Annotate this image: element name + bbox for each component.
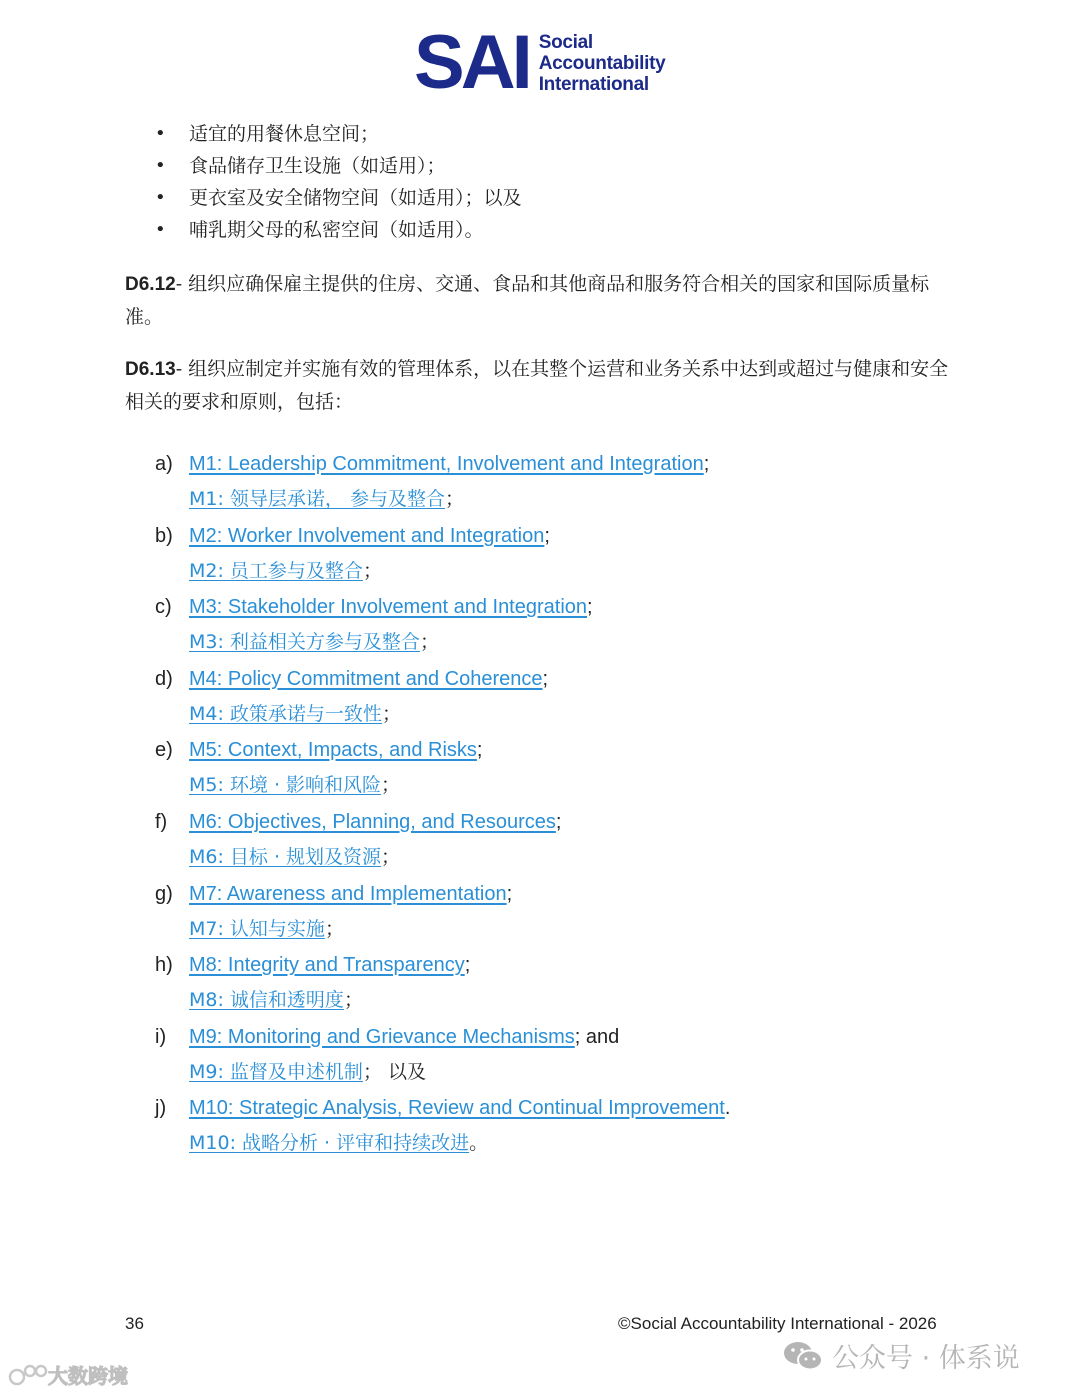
item-letter: g) xyxy=(155,882,173,905)
bullet-icon: • xyxy=(155,123,166,144)
clause-code: D6.12 xyxy=(125,274,176,295)
item-letter: f) xyxy=(155,810,168,833)
bullet-item xyxy=(155,150,522,182)
bullet-text: 适宜的用餐休息空间； xyxy=(189,123,380,145)
item-punct: . xyxy=(724,1097,731,1120)
module-link-zh[interactable]: M4: 政策承诺与一致性 xyxy=(189,702,382,725)
item-punct: ; xyxy=(587,596,593,619)
watermark-right-text: 公众号 · 体系说 xyxy=(832,1343,1020,1374)
item-letter: d) xyxy=(155,667,173,690)
bullet-text: 更衣室及安全储物空间（如适用）；以及 xyxy=(189,187,522,209)
logo-line-2: Accountability xyxy=(538,52,666,74)
logo-mark: SAI xyxy=(414,20,529,105)
logo-line-3: International xyxy=(538,73,649,95)
module-link-zh[interactable]: M10: 战略分析 · 评审和持续改进 xyxy=(189,1132,470,1155)
item-punct: ； xyxy=(362,559,382,582)
module-link-en[interactable]: M4: Policy Commitment and Coherence xyxy=(189,667,543,690)
bullet-item xyxy=(155,118,522,150)
logo-line-1: Social xyxy=(538,31,593,53)
item-letter: e) xyxy=(155,739,173,762)
module-link-en[interactable]: M8: Integrity and Transparency xyxy=(189,954,465,977)
item-punct: ; xyxy=(555,810,562,833)
wechat-icon xyxy=(782,1338,824,1374)
facility-bullet-list xyxy=(155,118,522,246)
module-link-en[interactable]: M9: Monitoring and Grievance Mechanisms xyxy=(189,1025,575,1048)
module-link-en[interactable]: M6: Objectives, Planning, and Resources xyxy=(189,810,556,833)
clause-text: - 组织应制定并实施有效的管理体系，以在其整个运营和业务关系中达到或超过与健康和安全相关的要求和原则，包括： xyxy=(125,358,949,413)
logo-wordmark xyxy=(539,32,666,95)
bullet-icon: • xyxy=(155,219,166,240)
bullet-icon: • xyxy=(155,155,166,176)
watermark-left xyxy=(8,1360,128,1389)
sai-logo xyxy=(414,20,666,105)
item-punct: ； xyxy=(324,917,344,940)
item-letter: h) xyxy=(155,954,173,977)
module-link-zh[interactable]: M1: 领导层承诺， 参与及整合 xyxy=(189,488,445,510)
item-punct: ； xyxy=(381,845,401,868)
item-letter: c) xyxy=(155,596,172,619)
item-letter: j) xyxy=(155,1097,167,1120)
item-letter: a) xyxy=(155,453,173,475)
bullet-text: 食品储存卫生设施（如适用）； xyxy=(189,155,446,177)
item-punct: ; xyxy=(476,739,483,762)
bullet-text: 哺乳期父母的私密空间（如适用）。 xyxy=(189,219,484,241)
module-link-zh[interactable]: M2: 员工参与及整合 xyxy=(189,559,363,582)
item-punct: ； xyxy=(381,774,401,797)
footer-copyright: ©Social Accountability International - 2026 xyxy=(618,1314,937,1333)
watermark-right xyxy=(782,1336,1020,1375)
module-link-zh[interactable]: M7: 认知与实施 xyxy=(189,917,325,940)
bullet-icon: • xyxy=(155,187,166,208)
item-punct: ； xyxy=(419,631,439,654)
item-punct: ; xyxy=(703,453,710,475)
clause-d613 xyxy=(125,353,955,418)
item-punct: ; xyxy=(506,882,513,905)
bullet-item xyxy=(155,182,522,214)
clause-code: D6.13 xyxy=(125,359,176,380)
item-punct: ; xyxy=(464,954,471,977)
module-link-en[interactable]: M7: Awareness and Implementation xyxy=(189,882,507,905)
item-letter: i) xyxy=(155,1025,167,1048)
watermark-left-text: 大数跨境 xyxy=(48,1364,128,1388)
module-link-en[interactable]: M3: Stakeholder Involvement and Integration xyxy=(189,596,588,619)
item-punct: ; xyxy=(544,524,550,547)
item-punct: ； xyxy=(444,488,464,510)
item-punct: ； xyxy=(343,989,363,1012)
bullet-item xyxy=(155,214,522,246)
module-link-zh[interactable]: M9: 监督及申述机制 xyxy=(189,1060,363,1083)
item-letter: b) xyxy=(155,524,173,547)
module-link-zh[interactable]: M8: 诚信和透明度 xyxy=(189,989,344,1012)
item-punct: ; xyxy=(542,667,549,690)
item-punct: 。 xyxy=(469,1132,489,1155)
module-link-en[interactable]: M1: Leadership Commitment, Involvement and Integration xyxy=(189,453,704,475)
item-punct: ; and xyxy=(574,1025,620,1048)
module-link-zh[interactable]: M3: 利益相关方参与及整合 xyxy=(189,631,420,654)
clause-text: - 组织应确保雇主提供的住房、交通、食品和其他商品和服务符合相关的国家和国际质量标准。 xyxy=(125,273,930,328)
watermark-logo-icon xyxy=(8,1362,48,1388)
clause-d612 xyxy=(125,268,955,333)
module-link-en[interactable]: M2: Worker Involvement and Integration xyxy=(189,524,545,547)
module-link-en[interactable]: M5: Context, Impacts, and Risks xyxy=(189,739,477,762)
item-punct: ； 以及 xyxy=(362,1060,426,1083)
page-number: 36 xyxy=(125,1314,144,1333)
module-link-zh[interactable]: M6: 目标 · 规划及资源 xyxy=(189,845,382,868)
module-link-en[interactable]: M10: Strategic Analysis, Review and Continual Improvement xyxy=(189,1097,725,1120)
module-link-zh[interactable]: M5: 环境 · 影响和风险 xyxy=(189,774,382,797)
item-punct: ； xyxy=(381,702,401,725)
